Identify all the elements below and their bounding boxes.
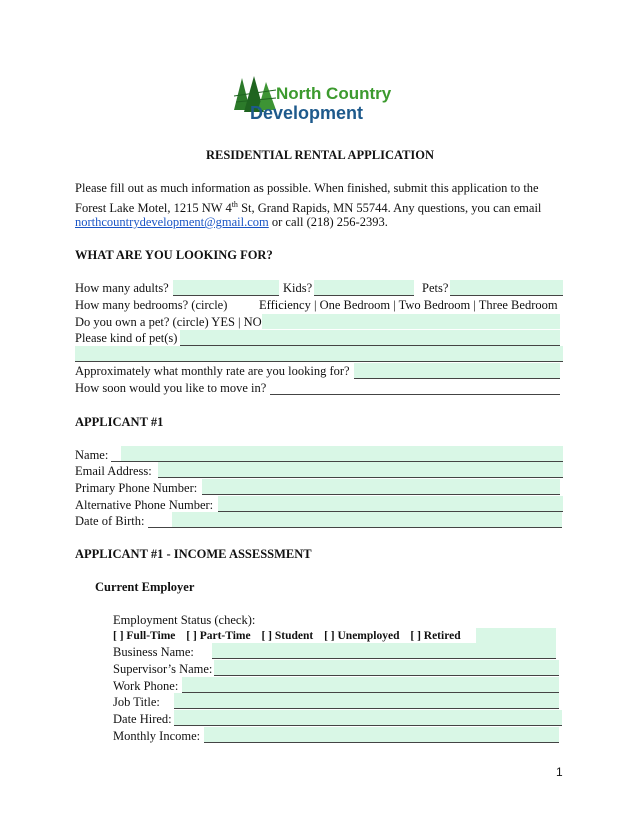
alt-phone-label: Alternative Phone Number: <box>75 498 214 512</box>
email-link[interactable]: northcountrydevelopment@gmail.com <box>75 215 269 229</box>
page-title: RESIDENTIAL RENTAL APPLICATION <box>205 148 435 162</box>
pets-field[interactable] <box>450 280 563 296</box>
dob-label: Date of Birth: <box>75 514 145 528</box>
current-employer-heading: Current Employer <box>95 580 195 594</box>
move-in-field[interactable] <box>270 394 560 395</box>
work-phone-label: Work Phone: <box>113 679 179 693</box>
company-logo <box>232 74 402 126</box>
option-retired[interactable]: [ ] Retired <box>410 630 461 642</box>
pets-label: Pets? <box>422 281 449 295</box>
option-unemployed[interactable]: [ ] Unemployed <box>324 630 400 642</box>
bedrooms-label: How many bedrooms? (circle) <box>75 298 228 312</box>
looking-heading: WHAT ARE YOU LOOKING FOR? <box>75 248 273 262</box>
intro-line-3 <box>75 214 388 230</box>
income-heading: APPLICANT #1 - INCOME ASSESSMENT <box>75 547 312 561</box>
monthly-rate-field[interactable] <box>354 363 560 379</box>
employment-status-label: Employment Status (check): <box>113 613 256 627</box>
option-full-time[interactable]: [ ] Full-Time <box>113 630 176 642</box>
intro-address: Forest Lake Motel, 1215 NW 4 <box>75 201 232 216</box>
option-student[interactable]: [ ] Student <box>261 630 314 642</box>
page-number: 1 <box>556 765 563 779</box>
monthly-income-field[interactable] <box>204 727 559 743</box>
monthly-rate-label: Approximately what monthly rate are you looking for? <box>75 364 350 378</box>
kind-pet-field[interactable] <box>180 330 560 346</box>
intro-line-1: Please fill out as much information as possible. When finished, submit this application to the <box>75 181 539 195</box>
name-field[interactable] <box>121 446 563 462</box>
intro-address-rest: St, Grand Rapids, MN 55744. Any questions, you can email <box>237 201 542 216</box>
primary-phone-label: Primary Phone Number: <box>75 481 198 495</box>
dob-field[interactable] <box>172 512 562 528</box>
name-line-lead <box>111 461 121 462</box>
bedroom-options[interactable]: Efficiency | One Bedroom | Two Bedroom | Three Bedroom <box>259 298 558 312</box>
business-name-field[interactable] <box>212 643 556 659</box>
applicant-heading: APPLICANT #1 <box>75 415 164 429</box>
supervisor-field[interactable] <box>214 660 559 676</box>
primary-phone-field[interactable] <box>202 479 560 495</box>
logo-line-2: Development <box>250 103 364 123</box>
email-label: Email Address: <box>75 464 152 478</box>
email-field[interactable] <box>158 462 563 478</box>
supervisor-label: Supervisor’s Name: <box>113 662 213 676</box>
intro-sup: th <box>231 200 238 209</box>
intro-phone: or call (218) 256-2393. <box>268 215 388 229</box>
move-in-label: How soon would you like to move in? <box>75 381 267 395</box>
job-title-label: Job Title: <box>113 695 160 709</box>
adults-label: How many adults? <box>75 281 169 295</box>
dob-line-lead <box>148 527 172 528</box>
date-hired-field[interactable] <box>174 710 562 726</box>
employment-options <box>113 628 461 644</box>
kind-pet-label: Please kind of pet(s) <box>75 331 178 345</box>
alt-phone-field[interactable] <box>218 496 563 512</box>
employment-options-fill <box>476 628 556 643</box>
name-label: Name: <box>75 448 109 462</box>
business-name-label: Business Name: <box>113 645 194 659</box>
monthly-income-label: Monthly Income: <box>113 729 201 743</box>
adults-field[interactable] <box>173 280 279 296</box>
option-part-time[interactable]: [ ] Part-Time <box>186 630 251 642</box>
kids-label: Kids? <box>283 281 313 295</box>
kids-field[interactable] <box>314 280 414 296</box>
kind-pet-field-2[interactable] <box>75 346 563 362</box>
job-title-field[interactable] <box>174 693 559 709</box>
work-phone-field[interactable] <box>182 677 559 693</box>
own-pet-question[interactable]: Do you own a pet? (circle) YES | NO <box>75 315 262 329</box>
logo-line-1: North Country <box>276 84 392 103</box>
own-pet-fill <box>262 314 560 329</box>
date-hired-label: Date Hired: <box>113 712 172 726</box>
